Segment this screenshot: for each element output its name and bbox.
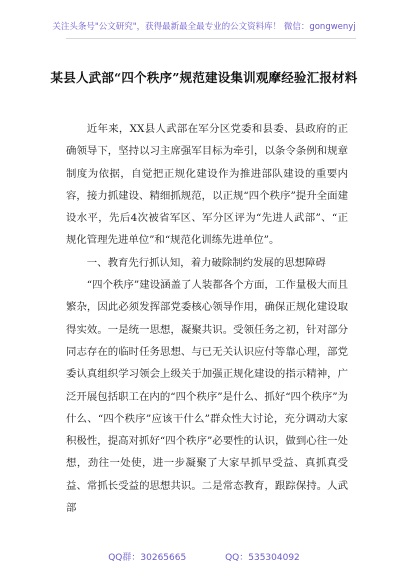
section-heading-1: 一、教育先行抓认知，着力破除制约发展的思想障碍 xyxy=(86,256,326,269)
paragraph-section-1: “四个秩序”建设涵盖了人装都各个方面，工作量极大而且繁杂，因此必须发挥部党委核心领导作用，确保正规化建设取得实效。一是统一思想，凝聚共识。受领任务之初，针对部分同志存在的临时任务思想、与已无关认识应付等靠心理，部党委认真组织学习领会上级关于加强正规化建设的指示精神，广泛开展包括职工在内的“四个秩序”是什么、抓好“四个秩序”为什么、“四个秩序”应该干什么”群众性大讨论，充分调动大家积极性，提高对抓好“四个秩序”必要性的认识，做到心往一处想，劲往一处使，进一步凝聚了大家早抓早受益、真抓真受益、常抓长受益的思想共识。二是常态教育，跟踪保持。人武部 xyxy=(66,279,348,515)
header-divider xyxy=(66,38,356,39)
footer-qq-contact: QQ：535304092 xyxy=(225,553,300,563)
page-footer xyxy=(0,550,408,563)
document-title: 某县人武部“四个秩序”规范建设集训观摩经验汇报材料 xyxy=(50,70,358,85)
document-body xyxy=(66,118,348,519)
paragraph-intro: 近年来，XX县人武部在军分区党委和县委、县政府的正确领导下，坚持以习主席强军目标为牵引，以条令条例和规章制度为依据，自觉把正规化建设作为推进部队建设的重要内容，接力抓建设、精细抓规范，以正规“四个秩序”提升全面建设水平，先后4次被省军区、军分区评为“先进人武部”、“正规化管理先进单位”和“规范化训练先进单位”。 xyxy=(66,123,348,247)
page-header-banner: 关注头条号"公文研究"，获得最新最全最专业的公文资料库！ 微信：gongwenyj xyxy=(52,22,356,32)
footer-qq-group: QQ群：30265665 xyxy=(108,553,187,563)
